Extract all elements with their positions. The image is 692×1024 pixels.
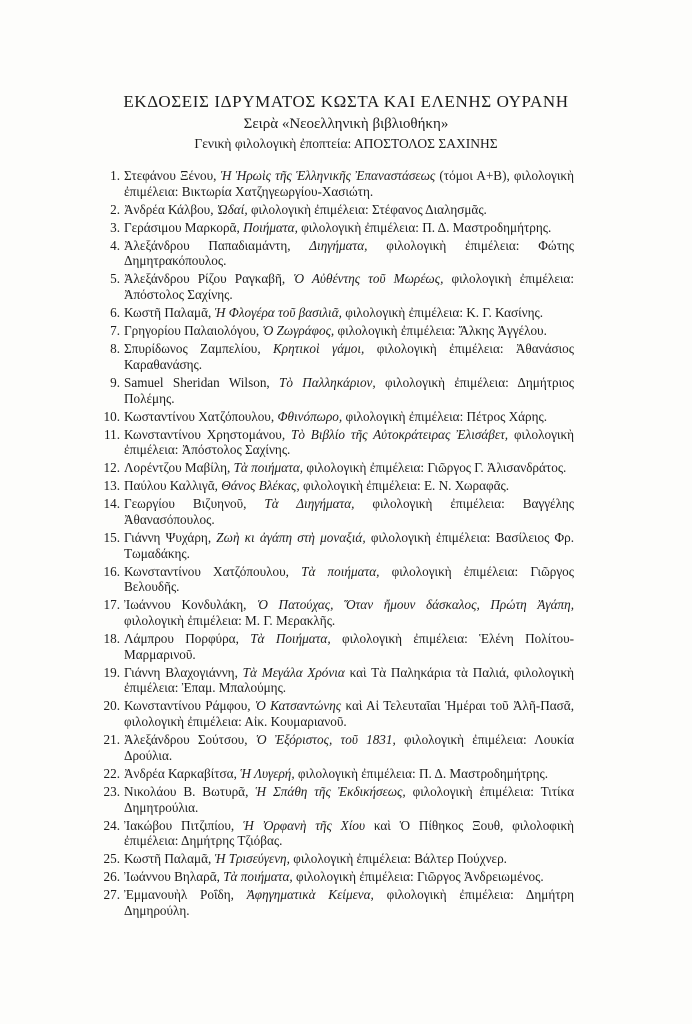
entry-title: Ὁ Πατούχας, Ὅταν ἤμουν δάσκαλος, Πρώτη Ἀγάπη,: [257, 597, 574, 613]
entry-title: Τὸ Βιβλίο τῆς Αὐτοκράτειρας Ἐλισάβετ,: [290, 426, 509, 442]
entry-author: Κωνσταντίνου Χρηστομάνου,: [124, 426, 291, 442]
entry-text: [124, 530, 574, 561]
entry-title: Ὁ Κατσαντώνης: [254, 698, 342, 714]
list-item: [103, 631, 574, 662]
general-supervision: Γενικὴ φιλολογικὴ ἐποπτεία: ΑΠΟΣΤΟΛΟΣ ΣΑΧΙΝΗΣ: [194, 136, 498, 151]
list-item: [103, 887, 574, 918]
entry-title: Διηγήματα,: [309, 237, 368, 253]
entry-title: Ὁ Ζωγράφος,: [262, 323, 335, 339]
entry-editor: φιλολογικὴ ἐπιμέλεια: Πέτρος Χάρης.: [342, 408, 548, 424]
entry-text: [124, 375, 574, 406]
entry-text: [124, 478, 574, 494]
entry-title: Κρητικοὶ γάμοι,: [273, 341, 365, 357]
list-item: [103, 817, 574, 849]
entry-text: [124, 496, 574, 527]
entry-title: Τὰ Μεγάλα Χρόνια: [242, 664, 345, 680]
list-item: [110, 271, 574, 303]
entry-author: Κωσταντίνου Χατζόπουλου,: [124, 408, 278, 424]
entry-author: Ἀνδρέα Καρκαβίτσα,: [124, 765, 241, 781]
entry-editor: φιλολογικὴ ἐπιμέλεια: Κ. Γ. Κασίνης.: [341, 305, 544, 321]
entry-title: Τὰ Ποιήματα,: [250, 631, 331, 647]
entry-title: Τὰ ποιήματα,: [233, 460, 304, 476]
list-item: [103, 765, 574, 782]
entry-text: [124, 851, 574, 867]
list-item: [103, 563, 574, 595]
entry-number: 12.: [103, 460, 120, 476]
entry-editor: φιλολογικὴ ἐπιμέλεια: Τιτίκα Δημητρούλια.: [124, 783, 574, 815]
list-item: [110, 237, 574, 269]
entry-number: 13.: [103, 478, 120, 494]
entry-title: Φθινόπωρο,: [277, 408, 343, 424]
entry-editor: φιλολογικὴ ἐπιμέλεια: Βαγγέλης Ἀθανασόπουλος.: [124, 496, 574, 527]
publisher-title: ΕΚΔΟΣΕΙΣ ΙΔΡΥΜΑΤΟΣ ΚΩΣΤΑ ΚΑΙ ΕΛΕΝΗΣ ΟΥΡΑΝΗ: [123, 92, 569, 111]
entry-text: [124, 869, 574, 885]
list-item: [103, 478, 574, 494]
entry-title: Ἡ Φλογέρα τοῦ βασιλιᾶ,: [214, 305, 342, 321]
entry-text: [124, 168, 574, 199]
entry-author: Ἰακώβου Πιτζιπίου,: [124, 817, 244, 833]
list-item: [103, 664, 574, 696]
entry-editor: φιλολογικὴ ἐπιμέλεια: Φώτης Δημητρακόπουλος.: [124, 237, 574, 269]
entry-text: [124, 341, 574, 372]
list-item: [110, 305, 574, 321]
entry-number: 9.: [110, 374, 120, 390]
entry-title: Ποιήματα,: [243, 219, 298, 235]
entry-number: 22.: [103, 765, 120, 781]
entry-editor: φιλολογικὴ ἐπιμέλεια: Ἀπόστολος Σαχίνης.: [124, 426, 575, 458]
entry-editor: φιλολογικὴ ἐπιμέλεια: Δημήτρη Δημηρούλη.: [124, 887, 574, 918]
entry-number: 17.: [103, 597, 120, 613]
entry-number: 23.: [103, 783, 120, 799]
entry-text: [124, 818, 574, 849]
entry-number: 3.: [110, 219, 120, 235]
entry-text: [124, 202, 574, 218]
entry-author: Γεωργίου Βιζυηνοῦ,: [124, 496, 265, 512]
header: [0, 91, 692, 153]
entry-title: Ζωὴ κι ἀγάπη στὴ μοναξιά,: [216, 529, 366, 545]
entry-number: 4.: [110, 237, 120, 253]
entry-editor: φιλολογικὴ ἐπιμέλεια: Δημήτριος Πολέμης.: [124, 374, 574, 406]
list-item: [110, 341, 574, 372]
entry-number: 18.: [103, 631, 120, 647]
entry-editor: φιλολογικὴ ἐπιμέλεια: Ε. Ν. Χωραφᾶς.: [299, 478, 510, 494]
entry-title: Ἀφηγηματικὰ Κείμενα,: [246, 887, 374, 903]
entry-editor: φιλολογικὴ ἐπιμέλεια: Π. Δ. Μαστροδημήτρης.: [294, 765, 549, 781]
entry-number: 25.: [103, 851, 120, 867]
entry-number: 7.: [110, 323, 120, 339]
entry-editor: φιλολογικὴ ἐπιμέλεια: Ἀθανάσιος Καραθανάσης.: [124, 341, 574, 372]
entry-author: Στεφάνου Ξένου,: [124, 168, 221, 183]
entry-number: 10.: [103, 408, 120, 424]
entry-author: Κωνσταντίνου Ράμφου,: [124, 698, 255, 714]
series-title: Σειρὰ «Νεοελληνικὴ βιβλιοθήκη»: [243, 116, 449, 132]
entry-number: 21.: [103, 732, 120, 748]
entry-author: Ἰωάννου Βηλαρᾶ,: [124, 869, 224, 885]
entry-text: [124, 305, 574, 321]
entry-editor: φιλολογικὴ ἐπιμέλεια: Στέφανος Διαλησμᾶς.: [247, 201, 487, 217]
entry-number: 6.: [110, 305, 120, 321]
entry-text: [124, 665, 574, 696]
entry-author: Νικολάου Β. Βωτυρᾶ,: [124, 783, 256, 799]
entry-number: 20.: [103, 698, 120, 714]
entry-editor: φιλολογικὴ ἐπιμέλεια: Γιῶργος Γ. Ἀλισανδράτος.: [303, 460, 567, 476]
entry-text: [124, 460, 574, 476]
entry-text: [124, 427, 574, 458]
list-item: [110, 323, 574, 339]
entry-author: Ἀλεξάνδρου Ρίζου Ραγκαβῆ,: [124, 271, 294, 287]
entry-editor: (τόμοι Α+Β), φιλολογικὴ ἐπιμέλεια: Βικτωρία Χατζηγεωργίου-Χασιώτη.: [124, 168, 574, 199]
entry-number: 5.: [110, 271, 120, 287]
entry-title: Τὰ ποιήματα,: [301, 563, 380, 579]
entry-number: 27.: [103, 887, 120, 903]
entry-number: 24.: [103, 817, 120, 833]
entry-text: [124, 564, 574, 595]
entry-author: Samuel Sheridan Wilson,: [124, 374, 280, 390]
entry-title: Ἡ Τρισεύγενη,: [214, 851, 290, 867]
entry-author: Ἀνδρέα Κάλβου,: [124, 201, 217, 217]
entry-text: [124, 732, 574, 763]
entry-author: Γεράσιμου Μαρκορᾶ,: [124, 219, 244, 235]
entry-author: Ἀλεξάνδρου Παπαδιαμάντη,: [124, 237, 310, 253]
entry-editor: φιλολογικὴ ἐπιμέλεια: Λουκία Δρούλια.: [124, 732, 574, 763]
entry-number: 15.: [103, 529, 120, 545]
entry-editor: φιλολογικὴ ἐπιμέλεια: Μ. Γ. Μερακλῆς.: [124, 613, 336, 629]
entry-text: [124, 631, 574, 662]
entry-title: Τὰ Διηγήματα,: [264, 496, 355, 512]
list-item: [103, 869, 574, 885]
entry-author: Κωνσταντίνου Χατζόπουλου,: [124, 563, 302, 579]
entry-text: [124, 238, 574, 269]
entry-text: [124, 409, 574, 425]
entry-author: Λορέντζου Μαβίλη,: [124, 460, 234, 476]
entry-number: 19.: [103, 664, 120, 680]
list-item: [103, 732, 574, 763]
entry-text: [124, 784, 574, 815]
list-item: [103, 496, 574, 527]
entry-title: Τὰ ποιήματα,: [223, 869, 293, 885]
entry-title: Τὸ Παλληκάριον,: [279, 374, 376, 390]
entry-title: Ὁ Αὐθέντης τοῦ Μωρέως,: [293, 271, 444, 287]
entry-author: Σπυρίδωνος Ζαμπελίου,: [124, 341, 274, 357]
entry-title: Ἡ Σπάθη τῆς Ἐκδικήσεως,: [255, 783, 406, 799]
entry-editor: φιλολογικὴ ἐπιμέλεια: Π. Δ. Μαστροδημήτρης.: [297, 219, 552, 235]
entry-editor: φιλολογικὴ ἐπιμέλεια: Ἑλένη Πολίτου-Μαρμαρινοῦ.: [124, 631, 574, 662]
list-item: [103, 851, 574, 867]
list-item: [103, 408, 574, 425]
entry-text: [124, 698, 574, 729]
entry-number: 26.: [103, 869, 120, 885]
entry-text: [124, 597, 574, 628]
entry-editor: φιλολογικὴ ἐπιμέλεια: Ἄλκης Ἀγγέλου.: [334, 323, 547, 339]
entry-editor: καὶ Αἱ Τελευταῖαι Ἡμέραι τοῦ Ἀλῆ-Πασᾶ, φιλολογικὴ ἐπιμέλεια: Αἰκ. Κουμαριανοῦ.: [124, 698, 574, 730]
entry-author: Παύλου Καλλιγᾶ,: [124, 478, 222, 494]
entry-author: Γιάννη Βλαχογιάννη,: [124, 664, 243, 680]
entry-number: 2.: [110, 201, 120, 217]
entry-text: [124, 766, 574, 782]
entry-author: Γρηγορίου Παλαιολόγου,: [124, 323, 263, 339]
entry-number: 16.: [103, 563, 120, 579]
publication-list: [103, 168, 575, 921]
entry-title: Ἡ Ἡρωὶς τῆς Ἑλληνικῆς Ἐπαναστάσεως: [220, 168, 436, 183]
entry-text: [124, 220, 574, 236]
entry-number: 8.: [110, 341, 120, 357]
entry-title: Ὁ Ἐξόριστος, τοῦ 1831,: [255, 732, 396, 748]
list-item: [103, 783, 574, 815]
entry-editor: φιλολογικὴ ἐπιμέλεια: Ἀπόστολος Σαχίνης.: [124, 271, 574, 303]
entry-text: [124, 887, 574, 918]
entry-editor: φιλολογικὴ ἐπιμέλεια: Βασίλειος Φρ. Τωμαδάκης.: [124, 529, 574, 561]
entry-author: Λάμπρου Πορφύρα,: [124, 631, 251, 647]
entry-title: Ὠδαί,: [216, 201, 248, 217]
list-item: [103, 597, 574, 629]
list-item: [110, 374, 574, 406]
entry-author: Ἀλεξάνδρου Σούτσου,: [124, 732, 256, 748]
entry-editor: φιλολογικὴ ἐπιμέλεια: Γιῶργος Βελουδῆς.: [124, 563, 574, 595]
list-item: [110, 168, 574, 199]
list-item: [110, 219, 574, 236]
entry-author: Ἰωάννου Κονδυλάκη,: [124, 597, 258, 613]
entry-editor: φιλολογικὴ ἐπιμέλεια: Βάλτερ Πούχνερ.: [289, 851, 507, 867]
list-item: [103, 529, 574, 561]
list-item: [103, 698, 574, 730]
entry-editor: καὶ Τὰ Παληκάρια τὰ Παλιά, φιλολογικὴ ἐπιμέλεια: Ἐπαμ. Μπαλούμης.: [124, 664, 574, 696]
list-item: [110, 201, 574, 218]
list-item: [104, 426, 575, 458]
entry-title: Ἡ Ὀρφανὴ τῆς Χίου: [243, 817, 365, 833]
entry-author: Ἐμμανουὴλ Ροΐδη,: [124, 887, 247, 903]
entry-author: Κωστῆ Παλαμᾶ,: [124, 851, 215, 867]
entry-title: Θάνος Βλέκας,: [221, 478, 300, 494]
entry-number: 1.: [110, 168, 120, 183]
entry-author: Γιάννη Ψυχάρη,: [124, 529, 217, 545]
entry-editor: καὶ Ὁ Πίθηκος Ξουθ, φιλολοφικὴ ἐπιμέλεια: Δημήτρης Τζιόβας.: [124, 817, 574, 849]
entry-number: 14.: [103, 496, 120, 512]
list-item: [103, 460, 574, 476]
entry-number: 11.: [104, 426, 120, 442]
entry-editor: φιλολογικὴ ἐπιμέλεια: Γιῶργος Ἀνδρειωμένος.: [292, 869, 544, 885]
entry-text: [124, 271, 574, 302]
entry-title: Ἡ Λυγερή,: [240, 765, 295, 781]
entry-text: [124, 323, 574, 339]
entry-author: Κωστῆ Παλαμᾶ,: [124, 305, 215, 321]
